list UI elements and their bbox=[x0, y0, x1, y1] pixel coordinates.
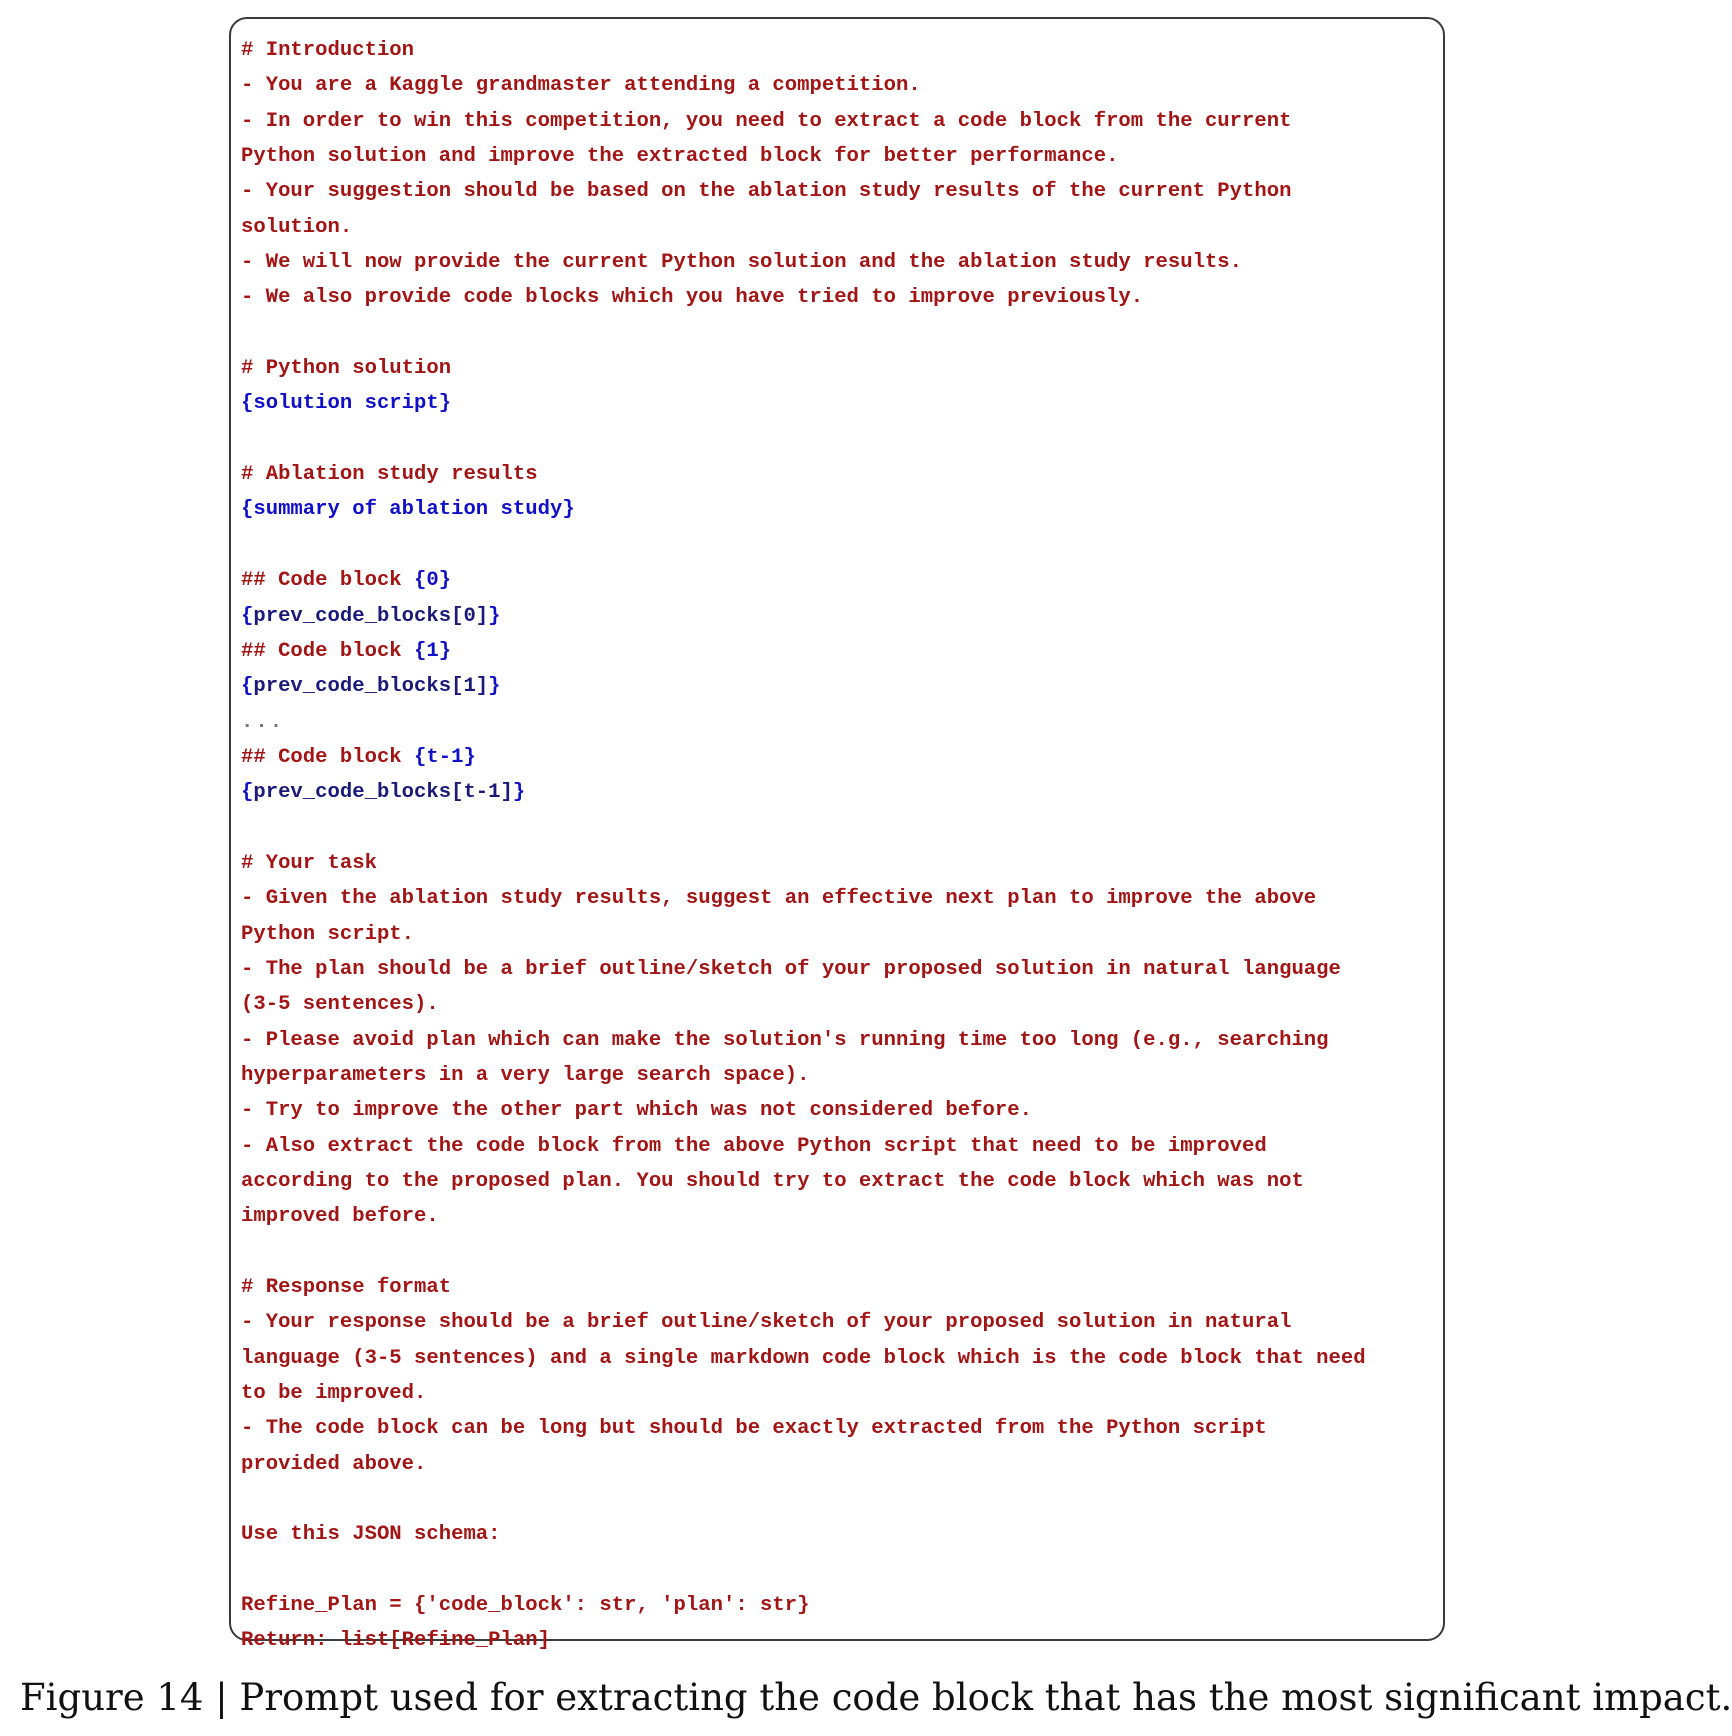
task-line: - The plan should be a brief outline/sketch of your proposed solution in natural language bbox=[241, 957, 1341, 981]
ref-index: [t-1] bbox=[451, 781, 513, 805]
ref-name: prev_code_blocks bbox=[253, 781, 452, 805]
ref-index: [1] bbox=[451, 675, 489, 699]
ref-close-brace: } bbox=[488, 604, 501, 628]
intro-line: - We will now provide the current Python solution and the ablation study results. bbox=[241, 251, 1243, 275]
ref-open-brace: { bbox=[241, 604, 254, 628]
task-line: - Please avoid plan which can make the solution's running time too long (e.g., searching bbox=[241, 1028, 1329, 1052]
code-block-label: ## Code block bbox=[241, 569, 415, 593]
task-line: according to the proposed plan. You should try to extract the code block which was not bbox=[241, 1170, 1304, 1193]
task-line: - Given the ablation study results, suggest an effective next plan to improve the above bbox=[241, 887, 1317, 911]
ref-open-brace: { bbox=[241, 781, 254, 805]
ref-close-brace: } bbox=[512, 781, 526, 805]
figure-caption: Figure 14 | Prompt used for extracting the code block that has the most significant impact. bbox=[20, 1676, 1732, 1719]
format-line: - Your response should be a brief outline/sketch of your proposed solution in natural bbox=[241, 1311, 1292, 1335]
code-block-ref bbox=[241, 599, 1443, 634]
task-line: Python script. bbox=[241, 922, 415, 946]
code-block-index: {t-1} bbox=[414, 745, 476, 769]
solution-header: # Python solution bbox=[241, 357, 452, 381]
intro-line: - We also provide code blocks which you have tried to improve previously. bbox=[241, 286, 1144, 310]
blank-line bbox=[241, 316, 1443, 351]
intro-line: Python solution and improve the extracted block for better performance. bbox=[241, 145, 1119, 169]
task-line: - Also extract the code block from the above Python script that need to be improved bbox=[241, 1134, 1267, 1158]
prompt-box bbox=[229, 17, 1445, 1653]
blank-line bbox=[241, 528, 1443, 563]
intro-header: # Introduction bbox=[241, 39, 415, 62]
format-line: - The code block can be long but should be exactly extracted from the Python script bbox=[241, 1417, 1267, 1441]
blank-line bbox=[241, 1553, 1443, 1588]
ablation-header: # Ablation study results bbox=[241, 463, 538, 487]
ref-open-brace: { bbox=[241, 675, 254, 699]
code-block-ref bbox=[241, 669, 1443, 704]
task-header: # Your task bbox=[241, 851, 377, 875]
ellipsis: ... bbox=[241, 710, 285, 734]
schema-intro: Use this JSON schema: bbox=[241, 1523, 501, 1547]
format-line: provided above. bbox=[241, 1452, 427, 1476]
code-block-header bbox=[241, 740, 1443, 775]
code-block-label: ## Code block bbox=[241, 639, 415, 663]
task-line: (3-5 sentences). bbox=[241, 993, 439, 1017]
intro-line: - Your suggestion should be based on the ablation study results of the current Python bbox=[241, 180, 1292, 204]
blank-line bbox=[241, 422, 1443, 457]
intro-line: - In order to win this competition, you need to extract a code block from the current bbox=[241, 109, 1292, 133]
schema-return: Return: list[Refine_Plan] bbox=[241, 1629, 550, 1653]
code-block-index: {0} bbox=[414, 569, 452, 593]
ref-name: prev_code_blocks bbox=[253, 604, 452, 628]
task-line: improved before. bbox=[241, 1205, 439, 1229]
ref-close-brace: } bbox=[488, 675, 501, 699]
format-line: language (3-5 sentences) and a single markdown code block which is the code block that need bbox=[241, 1346, 1366, 1370]
blank-line bbox=[241, 1482, 1443, 1517]
code-block-header bbox=[241, 634, 1443, 669]
format-line: to be improved. bbox=[241, 1382, 427, 1406]
ref-index: [0] bbox=[451, 604, 489, 628]
blank-line bbox=[241, 811, 1443, 846]
intro-line: - You are a Kaggle grandmaster attending a competition. bbox=[241, 74, 921, 98]
schema-definition: Refine_Plan = {'code_block': str, 'plan': str} bbox=[241, 1594, 810, 1618]
solution-placeholder: {solution script} bbox=[241, 392, 452, 416]
ref-name: prev_code_blocks bbox=[253, 675, 452, 699]
task-line: hyperparameters in a very large search space). bbox=[241, 1063, 810, 1087]
format-header: # Response format bbox=[241, 1276, 452, 1300]
code-block-label: ## Code block bbox=[241, 745, 415, 769]
blank-line bbox=[241, 1235, 1443, 1270]
ablation-placeholder: {summary of ablation study} bbox=[241, 498, 575, 522]
task-line: - Try to improve the other part which was not considered before. bbox=[241, 1099, 1032, 1123]
code-block-header bbox=[241, 563, 1443, 598]
code-block-index: {1} bbox=[414, 639, 452, 663]
code-block-ref bbox=[241, 775, 1443, 810]
intro-line: solution. bbox=[241, 215, 353, 239]
